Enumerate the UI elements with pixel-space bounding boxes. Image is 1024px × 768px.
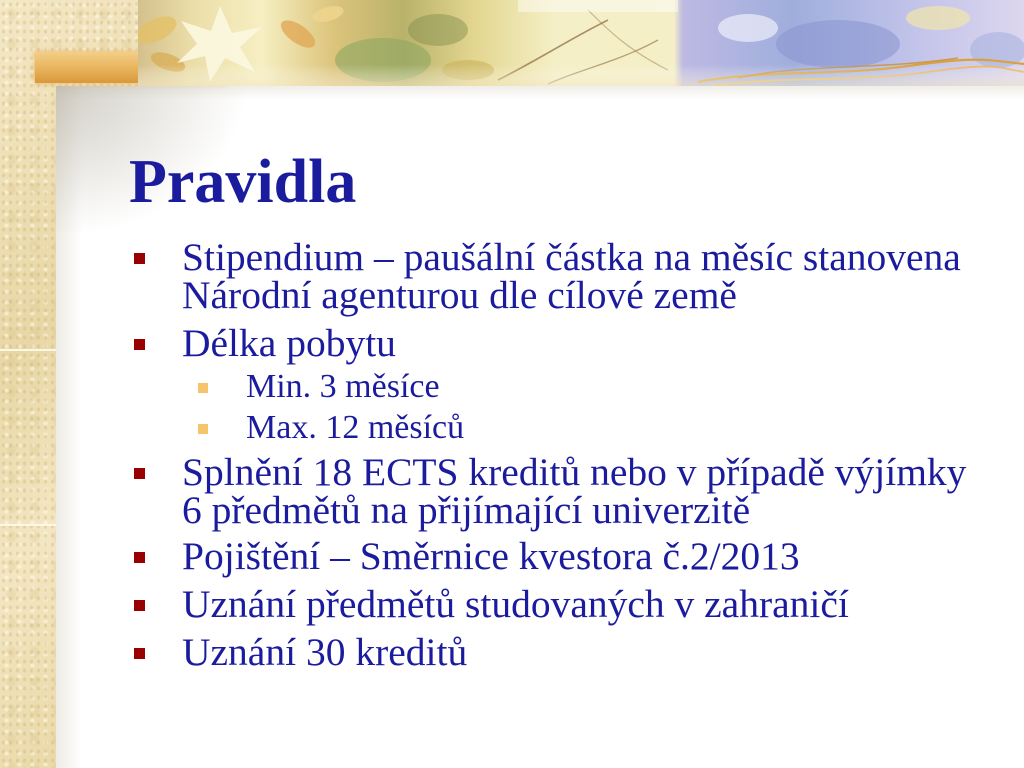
sub-bullet-marker	[198, 383, 208, 393]
bullet-item	[182, 450, 1012, 532]
bullet-marker	[134, 339, 145, 350]
bullet-text-line: Uznání předmětů studovaných v zahraničí	[182, 582, 849, 626]
banner-fade	[138, 0, 1024, 86]
bullet-text-line: Stipendium – paušální částka na měsíc stanovena	[182, 235, 961, 279]
bullet-item	[182, 582, 1012, 626]
left-parchment-border	[0, 0, 56, 768]
bullet-text-line: Uznání 30 kreditů	[182, 630, 468, 674]
bullet-text-line: Národní agenturou dle cílové země	[182, 273, 737, 317]
border-divider	[0, 349, 56, 351]
bullet-marker	[134, 600, 145, 611]
bullet-item	[182, 321, 1012, 448]
sub-bullet-list	[246, 366, 1012, 448]
bullet-item	[182, 235, 1012, 317]
bullet-marker	[134, 468, 145, 479]
border-divider	[0, 524, 56, 526]
sub-bullet-item	[246, 407, 1012, 448]
bullet-item	[182, 630, 1012, 674]
sub-bullet-item	[246, 366, 1012, 407]
bullet-marker	[134, 552, 145, 563]
bullet-text-line: Délka pobytu	[182, 321, 396, 365]
bullet-text-line: Pojištění – Směrnice kvestora č.2/2013	[182, 534, 800, 578]
slide-title: Pravidla	[129, 148, 357, 216]
sub-bullet-text: Max. 12 měsíců	[246, 409, 465, 446]
decorative-banner-image	[138, 0, 1024, 86]
sub-bullet-text: Min. 3 měsíce	[246, 368, 440, 405]
bullet-marker	[134, 253, 145, 264]
bullet-marker	[134, 648, 145, 659]
bullet-list	[182, 235, 1012, 674]
sub-bullet-marker	[198, 424, 208, 434]
bullet-item	[182, 534, 1012, 578]
bullet-text-line: 6 předmětů na přijímající univerzitě	[182, 488, 751, 532]
bullet-text-line: Splnění 18 ECTS kreditů nebo v případě výjímky	[182, 450, 967, 494]
